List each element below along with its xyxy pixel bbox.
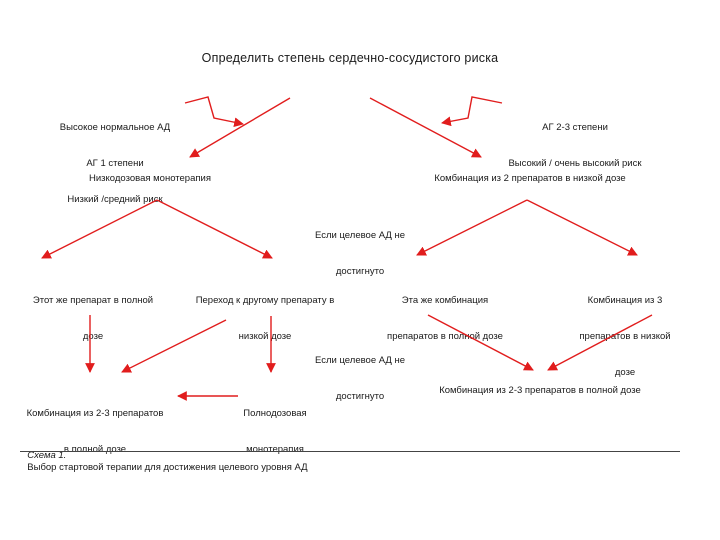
full-dose-mono-line2: монотерапия — [246, 444, 304, 455]
condition-1-line2: достигнуто — [335, 266, 385, 277]
low-dose-monotherapy-node: Низкодозовая монотерапия — [89, 173, 211, 184]
caption-label: Схема 1. — [27, 450, 67, 461]
arrow-switch-to-combo23 — [122, 320, 226, 372]
left-risk-line1: Высокое нормальное АД — [59, 122, 171, 133]
full-dose-mono-line1: Полнодозовая — [243, 408, 307, 419]
condition-2-line2: достигнуто — [335, 391, 385, 402]
combo-23-left-line2: в полной дозе — [63, 444, 127, 455]
left-risk-line3: Низкий /средний риск — [67, 194, 163, 205]
zigzag-arrow-left — [185, 97, 243, 124]
arrow-title-to-combo — [370, 98, 481, 157]
same-combo-line1: Эта же комбинация — [401, 295, 489, 306]
arrow-combo-to-three-drug — [527, 200, 637, 255]
condition-1-line1: Если целевое АД не — [315, 230, 405, 241]
three-drug-line1: Комбинация из 3 — [587, 295, 663, 306]
three-drug-line3: дозе — [614, 367, 636, 378]
same-drug-line1: Этот же препарат в полной — [32, 295, 154, 306]
arrow-three-drug-to-combo23 — [548, 315, 652, 370]
same-combo-line2: препаратов в полной дозе — [387, 331, 503, 342]
arrow-title-to-mono — [190, 98, 290, 157]
three-drug-line2: препаратов в низкой — [579, 331, 671, 342]
switch-drug-line1: Переход к другому препарату в — [195, 295, 335, 306]
arrow-combo-to-same-combo — [417, 200, 527, 255]
arrow-mono-to-switch — [157, 200, 272, 258]
two-three-drug-full-dose-right-node: Комбинация из 2-3 препаратов в полной дозе — [439, 385, 641, 396]
switch-drug-line2: низкой дозе — [238, 331, 292, 342]
caption-text: Выбор стартовой терапии для достижения целевого уровня АД — [27, 462, 308, 473]
combo-23-left-line1: Комбинация из 2-3 препаратов — [26, 408, 164, 419]
right-risk-line1: АГ 2-3 степени — [542, 122, 608, 133]
right-risk-line2: Высокий / очень высокий риск — [508, 158, 642, 169]
diagram-title: Определить степень сердечно-сосудистого риска — [201, 51, 499, 65]
left-risk-line2: АГ 1 степени — [86, 158, 144, 169]
arrow-same-combo-to-combo23 — [428, 315, 533, 370]
two-drug-low-dose-node: Комбинация из 2 препаратов в низкой дозе — [434, 173, 626, 184]
arrow-mono-to-same-drug — [42, 200, 157, 258]
same-drug-line2: дозе — [82, 331, 104, 342]
zigzag-arrow-right — [442, 97, 502, 123]
condition-2-line1: Если целевое АД не — [315, 355, 405, 366]
